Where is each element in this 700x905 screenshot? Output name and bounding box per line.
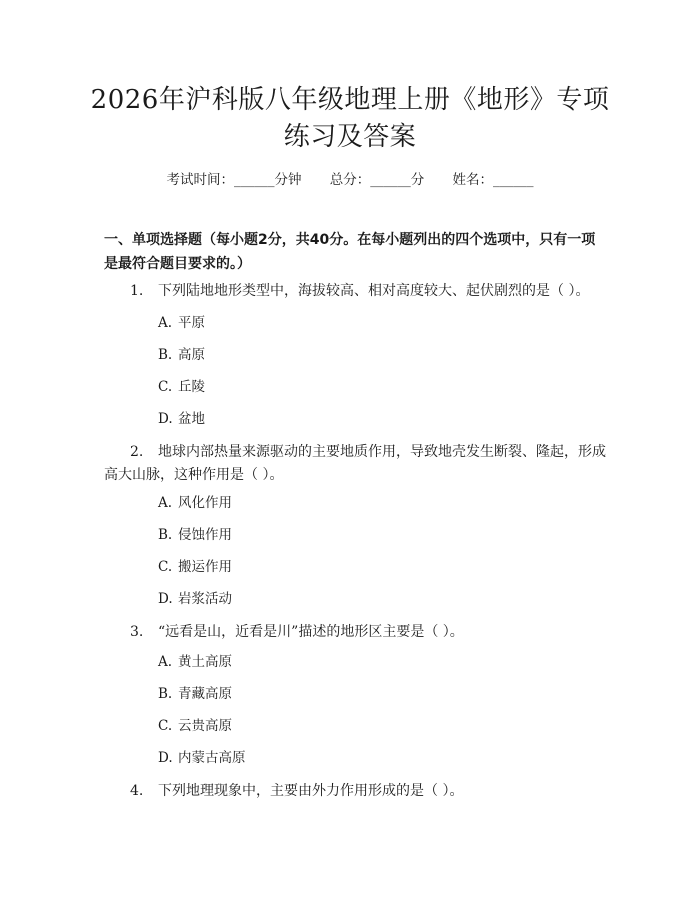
option-1c: C. 丘陵 <box>158 379 205 395</box>
total-score-field: 总分：______分 <box>329 172 425 188</box>
question-2-continued: 高大山脉，这种作用是（ ）。 <box>104 467 284 483</box>
option-2a: A. 风化作用 <box>158 495 232 511</box>
question-number: 3. <box>130 624 144 640</box>
option-3d: D. 内蒙古高原 <box>158 750 246 766</box>
option-3a: A. 黄土高原 <box>158 654 232 670</box>
option-1d: D. 盆地 <box>158 411 205 427</box>
question-number: 4. <box>130 783 144 799</box>
question-2 <box>130 440 606 464</box>
question-number: 1. <box>130 283 144 299</box>
question-text-line1: 地球内部热量来源驱动的主要地质作用，导致地壳发生断裂、隆起，形成 <box>158 444 606 460</box>
exam-time-field: 考试时间：______分钟 <box>166 172 302 188</box>
question-text: 下列地理现象中，主要由外力作用形成的是（ ）。 <box>158 783 464 799</box>
option-3c: C. 云贵高原 <box>158 718 232 734</box>
option-1a: A. 平原 <box>158 315 205 331</box>
question-number: 2. <box>130 444 144 460</box>
option-2b: B. 侵蚀作用 <box>158 527 232 543</box>
question-text: “远看是山，近看是川”描述的地形区主要是（ ）。 <box>158 624 464 640</box>
question-3 <box>130 620 464 644</box>
option-1b: B. 高原 <box>158 347 205 363</box>
section-heading: 一、单项选择题（每小题2分，共40分。在每小题列出的四个选项中，只有一项是最符合题目要求的。） <box>104 232 596 272</box>
page-title-line2: 练习及答案 <box>283 122 417 152</box>
option-3b: B. 青藏高原 <box>158 686 232 702</box>
question-1 <box>130 279 589 303</box>
option-2d: D. 岩浆活动 <box>158 591 232 607</box>
question-text: 下列陆地地形类型中，海拔较高、相对高度较大、起伏剧烈的是（ ）。 <box>158 283 590 299</box>
exam-meta <box>0 168 700 188</box>
page-title-line1: 2026年沪科版八年级地理上册《地形》专项 <box>90 85 610 115</box>
option-2c: C. 搬运作用 <box>158 559 232 575</box>
question-4 <box>130 779 463 803</box>
student-name-field: 姓名：______ <box>452 172 534 188</box>
